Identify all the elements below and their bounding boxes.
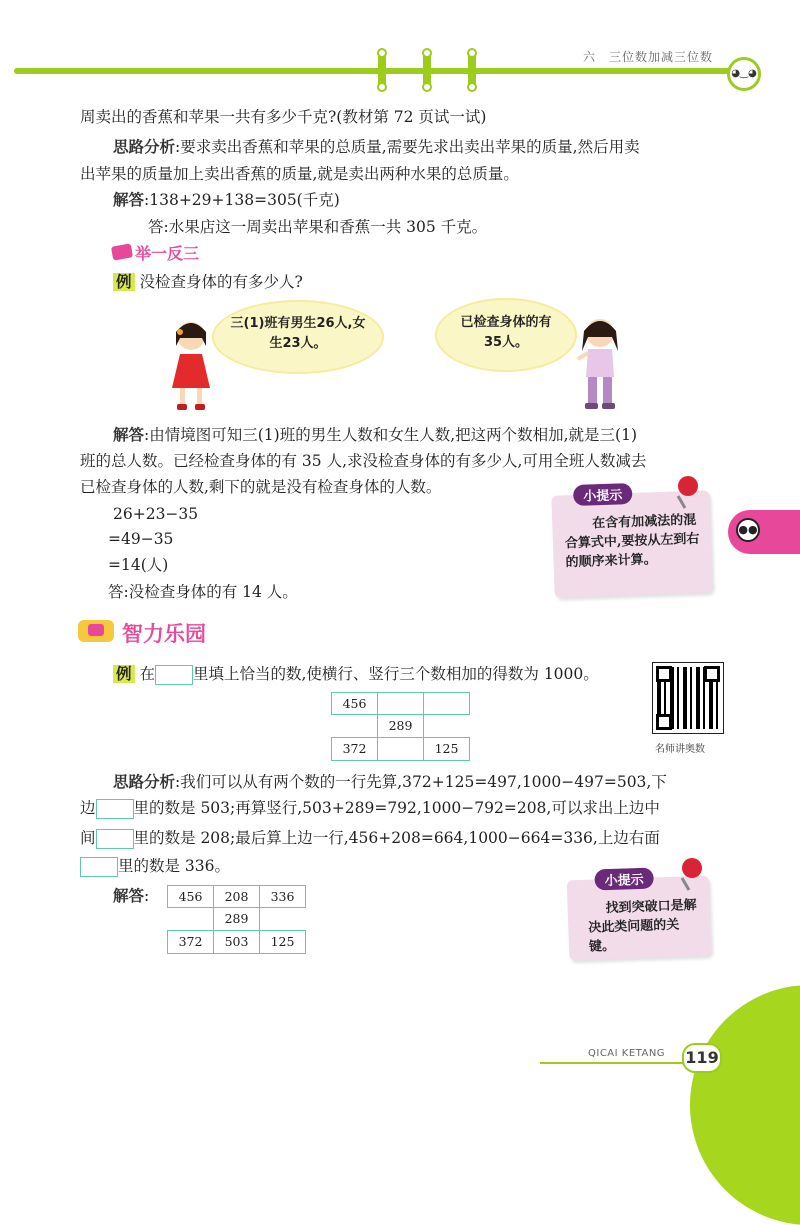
analysis-label: 思路分析 <box>113 773 176 791</box>
pushpin-icon <box>682 858 702 878</box>
grid-cell: 125 <box>259 930 306 954</box>
binder-pin-icon <box>378 52 386 88</box>
qr-caption: 名师讲奥数 <box>655 744 705 755</box>
tip-text: 在含有加减法的混合算式中,要按从左到右的顺序来计算。 <box>564 512 700 571</box>
tip-title: 小提示 <box>573 483 633 506</box>
practice-answer-line-3: 已检查身体的人数,剩下的就是没有检查身体的人数。 <box>80 478 442 496</box>
grid-cell: 372 <box>331 737 378 761</box>
puzzle-icon-detail <box>88 624 104 636</box>
analysis-text: :要求卖出香蕉和苹果的总质量,需要先求出卖出苹果的质量,然后用卖 <box>175 138 640 156</box>
question-grid <box>331 692 471 761</box>
intro-question: 周卖出的香蕉和苹果一共有多少千克?(教材第 72 页试一试) <box>80 108 487 126</box>
mascot-badge-icon: ◕‿◕ <box>727 57 761 91</box>
answer-expression: :138+29+138=305(千克) <box>144 191 340 209</box>
intro-answer <box>113 188 340 212</box>
grid-cell: 503 <box>213 930 260 954</box>
pushpin-icon <box>678 476 698 496</box>
answer-label: 解答 <box>113 191 145 209</box>
analysis-text: 里的数是 503;再算竖行,503+289=792,1000−792=208,可以求出上边中 <box>133 799 660 817</box>
series-name: QICAI KETANG <box>588 1048 666 1059</box>
practice-question <box>113 270 303 294</box>
analysis-text: 里的数是 336。 <box>118 857 231 875</box>
tip-text: 找到突破口是解决此类问题的关键。 <box>588 897 697 955</box>
blank-box <box>96 799 134 819</box>
puzzle-answer-label <box>113 884 149 908</box>
cloud-text-left: 三(1)班有男生26人,女生23人。 <box>230 316 366 351</box>
analysis-text: 边 <box>80 799 96 817</box>
corner-decoration <box>690 985 800 1225</box>
analysis-text-2: 出苹果的质量加上卖出香蕉的质量,就是卖出两种水果的总质量。 <box>80 165 519 183</box>
puzzle-analysis-line-2 <box>80 796 660 820</box>
grid-cell: 336 <box>259 885 306 908</box>
grid-cell: 208 <box>213 885 260 908</box>
grid-cell: 289 <box>377 714 424 738</box>
qr-finder-top-right <box>704 666 720 682</box>
grid-cell: 456 <box>167 885 214 908</box>
puzzle-analysis-line-1 <box>113 770 667 794</box>
panda-icon: ●● <box>736 518 760 542</box>
footer-rule <box>540 1062 690 1064</box>
cloud-text-right: 已检查身体的有35人。 <box>460 315 552 350</box>
answer-label: 解答 <box>113 887 145 905</box>
tip-title: 小提示 <box>594 867 654 890</box>
answer-grid <box>167 885 307 954</box>
blank-box <box>80 857 118 877</box>
practice-answer-line-1 <box>113 423 637 447</box>
analysis-text: :我们可以从有两个数的一行先算,372+125=497,1000−497=503,下 <box>175 773 667 791</box>
answer-text: :由情境图可知三(1)班的男生人数和女生人数,把这两个数相加,就是三(1) <box>144 426 638 444</box>
example-tag: 例 <box>113 665 135 683</box>
blank-box <box>96 829 134 849</box>
girl-figure-right <box>572 315 628 415</box>
grid-cell: 372 <box>167 930 214 954</box>
practice-conclusion: 答:没检查身体的有 14 人。 <box>108 583 298 601</box>
practice-answer-line-2: 班的总人数。已经检查身体的有 35 人,求没检查身体的有多少人,可用全班人数减去 <box>80 452 647 470</box>
calc-step-1: 26+23−35 <box>113 505 199 523</box>
girl-figure-left <box>166 318 216 414</box>
section-title-practice: 举一反三 <box>135 244 200 263</box>
qr-finder-top-left <box>656 666 672 682</box>
grid-cell: 125 <box>423 737 470 761</box>
header-rule <box>14 68 734 74</box>
binder-pin-icon <box>468 52 476 88</box>
qr-finder-bottom-left <box>656 714 672 730</box>
grid-cell-blank <box>377 737 424 761</box>
section-title-puzzle: 智力乐园 <box>122 622 206 646</box>
example-tag: 例 <box>113 273 135 291</box>
puzzle-analysis-line-4 <box>80 854 230 878</box>
answer-label: 解答 <box>113 426 145 444</box>
speech-cloud-left <box>212 300 384 374</box>
answer-sentence: 答:水果店这一周卖出苹果和香蕉一共 305 千克。 <box>148 218 488 236</box>
analysis-text: 间 <box>80 829 96 847</box>
analysis-text: 里的数是 208;最后算上边一行,456+208=664,1000−664=336,上边右面 <box>133 829 660 847</box>
puzzle-question <box>113 662 599 686</box>
blank-box <box>155 665 193 685</box>
calc-step-3: =14(人) <box>108 556 169 574</box>
analysis-label: 思路分析 <box>113 138 176 156</box>
grid-cell-blank <box>377 692 424 715</box>
grid-cell: 289 <box>213 907 260 931</box>
intro-analysis <box>113 135 640 159</box>
binder-pin-icon <box>423 52 431 88</box>
page-number: 119 <box>682 1043 722 1073</box>
speech-cloud-right <box>435 298 577 372</box>
grid-cell-blank <box>423 692 470 715</box>
tip-box-1 <box>551 490 712 597</box>
qr-code <box>652 662 724 734</box>
answer-colon: : <box>144 887 150 905</box>
book-icon <box>111 243 133 260</box>
grid-cell: 456 <box>331 692 378 715</box>
calc-step-2: =49−35 <box>108 530 174 548</box>
question-after: 里填上恰当的数,使横行、竖行三个数相加的得数为 1000。 <box>192 665 599 683</box>
chapter-title: 六 三位数加减三位数 <box>583 50 714 64</box>
question-before: 在 <box>139 665 155 683</box>
puzzle-analysis-line-3 <box>80 826 660 850</box>
question-text: 没检查身体的有多少人? <box>139 273 303 291</box>
